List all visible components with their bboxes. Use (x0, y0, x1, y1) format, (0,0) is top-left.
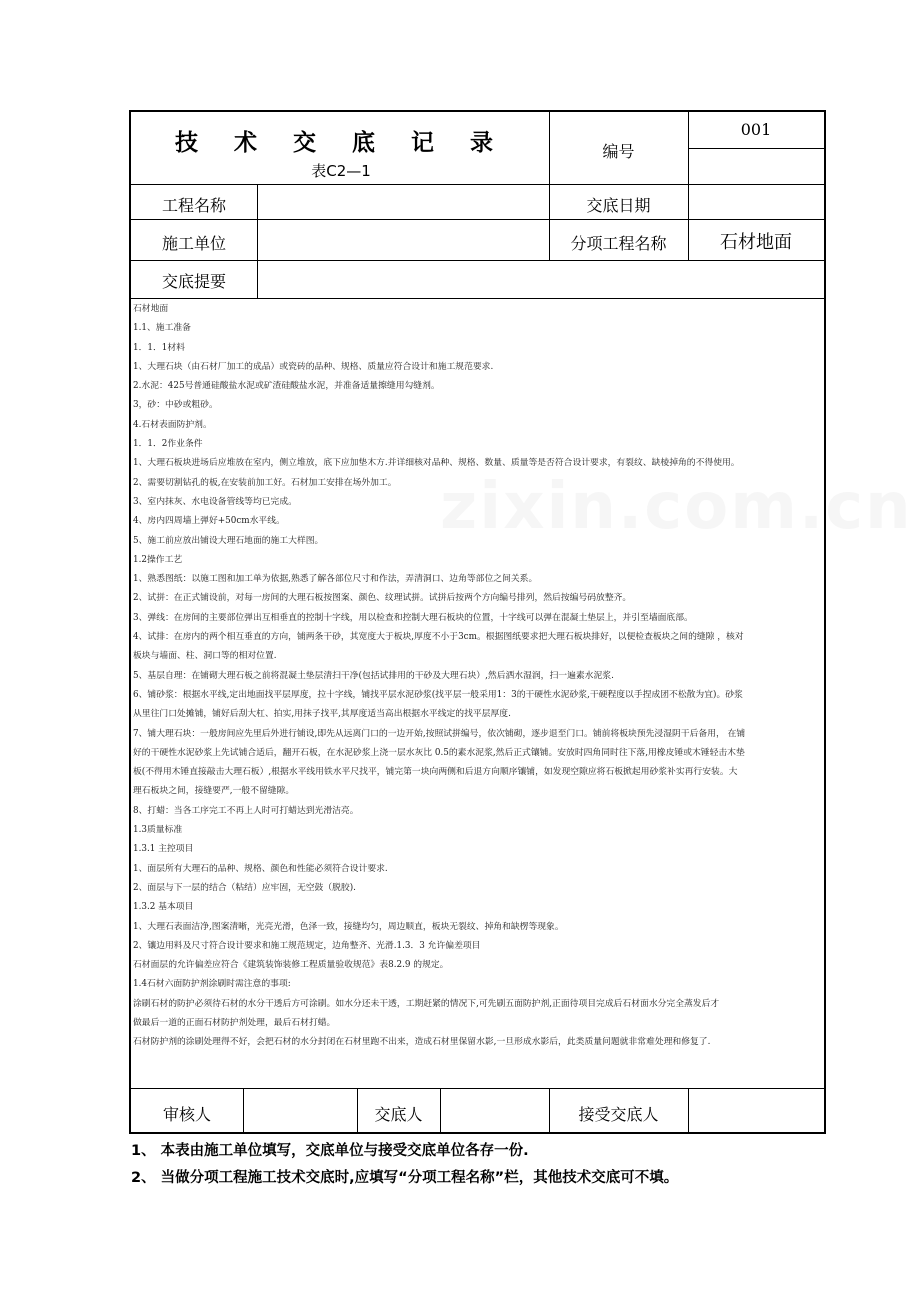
content-line: 1.4石材六面防护剂涂刷时需注意的事项: (133, 979, 291, 990)
watermark: zixin.com.cn (440, 470, 913, 544)
content-line: 4、房内四周墙上弹好+50cm水平线。 (133, 516, 285, 527)
content-line: 好的干硬性水泥砂浆上先试铺合适后，翻开石板，在水泥砂浆上浇一层水灰比 0.5的素水泥浆,然后正式镶铺。安放时四角同时往下落,用橡皮锤或木锤轻击木垫 (133, 747, 745, 758)
content-line: 2、镶边用料及尺寸符合设计要求和施工规范规定，边角整齐、光滑.1.3．3 允许偏差项目 (133, 940, 481, 951)
receiver-label: 接受交底人 (578, 1105, 659, 1124)
reviewer-label: 审核人 (162, 1105, 211, 1124)
content-line: 1.3.2 基本项目 (133, 902, 194, 913)
project-name-label: 工程名称 (161, 196, 226, 215)
footer-note: 1、 本表由施工单位填写，交底单位与接受交底单位各存一份. (131, 1143, 529, 1159)
content-line: 7、铺大理石块：一般房间应先里后外进行铺设,即先从远离门口的一边开始,按照试拼编号，依次铺砌，逐步退至门口。铺前将板块预先浸湿阴干后备用， 在铺 (133, 728, 746, 739)
content-line: 3、弹线：在房间的主要部位弹出互相垂直的控制十字线，用以检查和控制大理石板块的位置，十字线可以弹在混凝土垫层上，并引至墙面底部。 (133, 612, 693, 623)
content-line: 板块与墙面、柱、洞口等的相对位置. (133, 651, 277, 662)
content-line: 石材防护剂的涂刷处理得不好，会把石材的水分封闭在石材里跑不出来，造成石材里保留水影,一旦形成水影后，此类质量问题就非常难处理和修复了. (133, 1037, 711, 1048)
content-line: 3、室内抹灰、水电设备管线等均已完成。 (133, 496, 297, 507)
content-line: 做最后一道的正面石材防护剂处理，最后石材打蜡。 (133, 1017, 336, 1028)
content-line: 2.水泥：425号普通硅酸盐水泥或矿渣硅酸盐水泥，并准备适量擦缝用勾缝剂。 (133, 381, 440, 392)
content-line: 1、大理石块（由石材厂加工的成品）或瓷砖的品种、规格、质量应符合设计和施工规范要求. (133, 361, 494, 372)
row-divider (131, 260, 824, 261)
form-title: 技 术 交 底 记 录 (174, 130, 508, 156)
content-line: 2、需要切割钻孔的板,在安装前加工好。石材加工安排在场外加工。 (133, 477, 397, 488)
subitem-label: 分项工程名称 (570, 234, 667, 253)
subitem-value[interactable]: 石材地面 (720, 232, 792, 253)
content-line: 1、大理石表面洁净,图案清晰，光亮光滑，色泽一致，接缝均匀，周边顺直，板块无裂纹、掉角和缺楞等现象。 (133, 921, 564, 932)
disclosure-content (133, 300, 825, 1100)
content-line: 1.1、施工准备 (133, 323, 191, 334)
presenter-label: 交底人 (374, 1105, 423, 1124)
footer-note: 2、 当做分项工程施工技术交底时,应填写“分项工程名称”栏，其他技术交底可不填。 (131, 1170, 679, 1186)
content-line: 1、大理石板块进场后应堆放在室内，侧立堆放，底下应加垫木方.并详细核对品种、规格、数量、质量等是否符合设计要求，有裂纹、缺棱掉角的不得使用。 (133, 458, 740, 469)
content-line: 1.2操作工艺 (133, 554, 183, 565)
content-line: 1．1．2作业条件 (133, 439, 203, 450)
footer-notes (131, 1138, 678, 1192)
content-line: 1．1．1材料 (133, 342, 185, 353)
content-line: 4、试排：在房内的两个相互垂直的方向，铺两条干砂，其宽度大于板块,厚度不小于3cm。根据图纸要求把大理石板块排好，以便检查板块之间的缝隙 ，核对 (133, 632, 744, 643)
content-line: 5、施工前应放出铺设大理石地面的施工大样图。 (133, 535, 324, 546)
technical-disclosure-form (129, 110, 826, 1134)
construction-unit-label: 施工单位 (161, 234, 226, 253)
content-line: 从里往门口处摊铺，铺好后刮大杠、拍实,用抹子找平,其厚度适当高出根据水平线定的找平层厚度. (133, 709, 511, 720)
content-line: 涂刷石材的防护必须待石材的水分干透后方可涂刷。如水分还未干透，工期赶紧的情况下,可先刷五面防护剂,正面待项目完成后石材面水分完全蒸发后才 (133, 998, 720, 1009)
content-line: 6、铺砂浆：根据水平线,定出地面找平层厚度，拉十字线，铺找平层水泥砂浆(找平层一般采用1：3的干硬性水泥砂浆,干硬程度以手捏成团不松散为宜)。砂浆 (133, 689, 743, 700)
content-line: 1.3质量标准 (133, 825, 183, 836)
date-label: 交底日期 (586, 196, 651, 215)
content-line: 1、面层所有大理石的品种、规格、颜色和性能必须符合设计要求. (133, 863, 388, 874)
row-divider (131, 219, 824, 220)
number-extra-field[interactable] (688, 150, 824, 182)
content-line: 2、面层与下一层的结合（粘结）应牢固，无空鼓（脱胶). (133, 882, 356, 893)
content-line: 石材地面 (133, 304, 169, 314)
number-value[interactable]: 001 (740, 120, 772, 139)
content-line: 1、熟悉图纸：以施工图和加工单为依据,熟悉了解各部位尺寸和作法，弄清洞口、边角等部位之间关系。 (133, 574, 538, 585)
number-label: 编号 (602, 142, 635, 161)
content-line: 1.3.1 主控项目 (133, 844, 194, 855)
content-line: 3，砂：中砂或粗砂。 (133, 400, 218, 411)
form-code: 表C2—1 (311, 162, 371, 180)
col-divider (257, 184, 258, 298)
content-line: 8、打蜡：当各工序完工不再上人时可打蜡达到光滑洁亮。 (133, 805, 359, 816)
content-line: 石材面层的允许偏差应符合《建筑装饰装修工程质量验收规范》表8.2.9 的规定。 (133, 960, 449, 971)
content-line: 板(不得用木锤直接敲击大理石板）,根据水平线用铁水平尺找平，铺完第一块向两侧和后退方向顺序镶铺，如发现空隙应将石板掀起用砂浆补实再行安装。大 (133, 767, 738, 778)
row-divider (131, 184, 824, 185)
content-line: 2、试拼：在正式铺设前，对每一房间的大理石板按图案、颜色、纹理试拼。试拼后按两个方向编号排列，然后按编号码放整齐。 (133, 593, 632, 604)
number-cell-divider (688, 148, 824, 149)
row-divider (131, 298, 824, 299)
content-line: 理石板块之间，接缝要严,一般不留缝隙。 (133, 786, 295, 797)
content-line: 4.石材表面防护剂。 (133, 419, 212, 430)
summary-label: 交底提要 (161, 272, 226, 291)
content-line: 5、基层自理：在铺砌大理石板之前将混凝土垫层清扫干净(包括试排用的干砂及大理石块）,然后洒水湿润，扫一遍素水泥浆. (133, 670, 614, 681)
